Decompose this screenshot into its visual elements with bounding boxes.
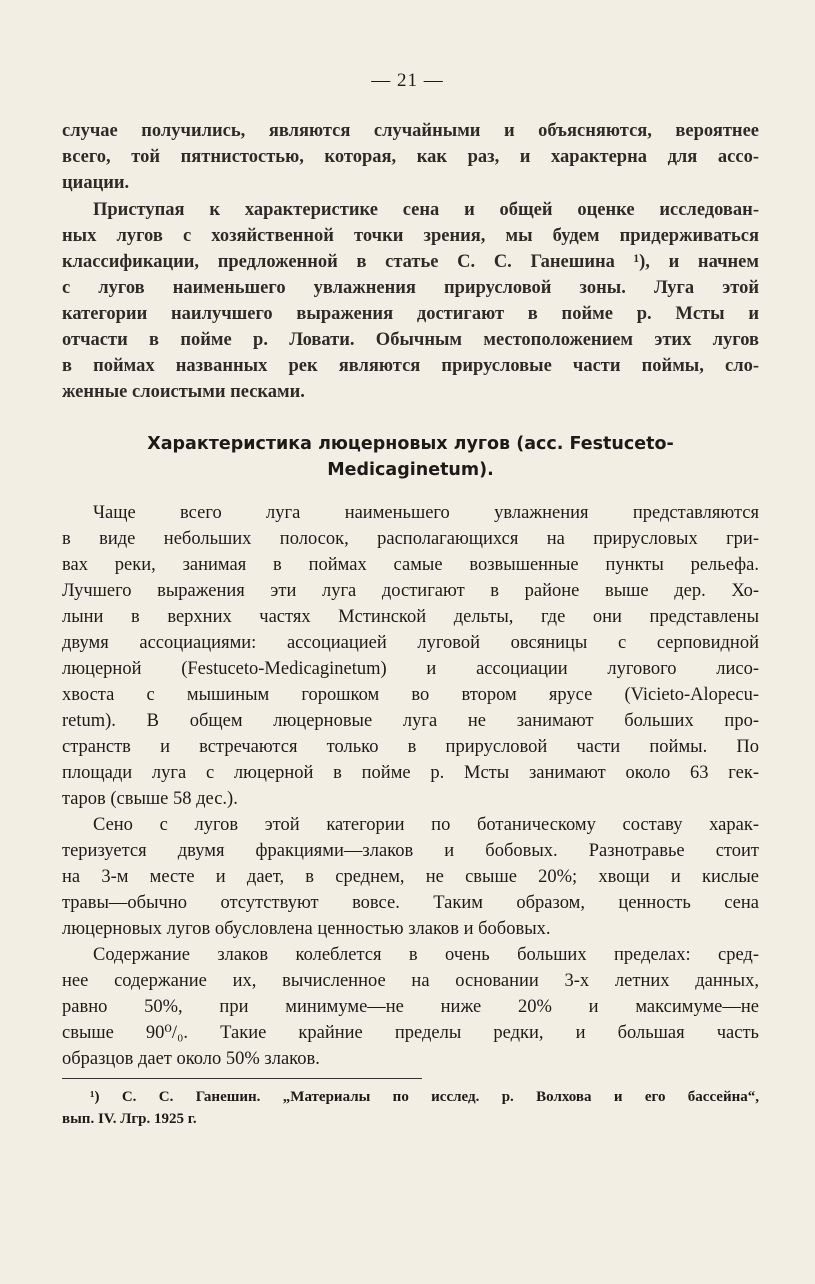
- text-line: нее содержание их, вычисленное на основании 3-х летних данных,: [62, 971, 759, 991]
- footnote-line: ¹) С. С. Ганешин. „Материалы по исслед. р. Волхова и его бассейна“,: [90, 1089, 759, 1105]
- footnote-divider: [62, 1078, 422, 1079]
- text-line: Содержание злаков колеблется в очень больших пределах: сред-: [93, 945, 759, 965]
- text-line: травы—обычно отсутствуют вовсе. Таким образом, ценность сена: [62, 893, 759, 913]
- text-line: категории наилучшего выражения достигают в пойме р. Мсты и: [62, 304, 759, 324]
- text-line: retum). В общем люцерновые луга не занимают больших про-: [62, 711, 759, 731]
- text-line: в поймах названных рек являются прирусловые части поймы, сло-: [62, 356, 759, 376]
- text-line: теризуется двумя фракциями—злаков и бобовых. Разнотравье стоит: [62, 841, 759, 861]
- footnote-line: вып. IV. Лгр. 1925 г.: [62, 1111, 197, 1127]
- text-line: таров (свыше 58 дес.).: [62, 789, 238, 809]
- text-line: хвоста с мышиным горошком во втором ярусе (Vicieto-Alopecu-: [62, 685, 759, 705]
- text-line: на 3-м месте и дает, в среднем, не свыше 20%; хвощи и кислые: [62, 867, 759, 887]
- text-line: лыни в верхних частях Мстинской дельты, где они представлены: [62, 607, 759, 627]
- section-heading: Medicaginetum).: [327, 460, 494, 480]
- text-line: Чаще всего луга наименьшего увлажнения представляются: [93, 503, 759, 523]
- text-line: ных лугов с хозяйственной точки зрения, мы будем придерживаться: [62, 226, 759, 246]
- text-line: женные слоистыми песками.: [62, 382, 305, 402]
- text-line: отчасти в пойме р. Ловати. Обычным местоположением этих лугов: [62, 330, 759, 350]
- text-line: вах реки, занимая в поймах самые возвышенные пункты рельефа.: [62, 555, 759, 575]
- text-line: странств и встречаются только в прирусловой части поймы. По: [62, 737, 759, 757]
- text-line: Лучшего выражения эти луга достигают в районе выше дер. Хо-: [62, 581, 759, 601]
- text-line: люцерной (Festuceto-Medicaginetum) и ассоциации лугового лисо-: [62, 659, 759, 679]
- section-heading: Характеристика люцерновых лугов (асс. Festuceto-: [147, 434, 674, 454]
- text-line: площади луга с люцерной в пойме р. Мсты занимают около 63 гек-: [62, 763, 759, 783]
- text-line: свыше 90⁰/₀. Такие крайние пределы редки, и большая часть: [62, 1023, 759, 1043]
- text-line: двумя ассоциациями: ассоциацией луговой овсяницы с серповидной: [62, 633, 759, 653]
- text-line: люцерновых лугов обусловлена ценностью злаков и бобовых.: [62, 919, 551, 939]
- text-line: классификации, предложенной в статье С. С. Ганешина ¹), и начнем: [62, 252, 759, 272]
- page-number: — 21 —: [371, 70, 444, 91]
- text-line: циации.: [62, 173, 130, 193]
- text-line: всего, той пятнистостью, которая, как раз, и характерна для ассо-: [62, 147, 759, 167]
- text-line: случае получились, являются случайными и объясняются, вероятнее: [62, 121, 759, 141]
- text-line: Сено с лугов этой категории по ботаническому составу харак-: [93, 815, 759, 835]
- text-line: в виде небольших полосок, располагающихся на прирусловых гри-: [62, 529, 759, 549]
- text-line: Приступая к характеристике сена и общей оценке исследован-: [93, 200, 759, 220]
- text-line: с лугов наименьшего увлажнения прирусловой зоны. Луга этой: [62, 278, 759, 298]
- text-line: равно 50%, при минимуме—не ниже 20% и максимуме—не: [62, 997, 759, 1017]
- text-line: образцов дает около 50% злаков.: [62, 1049, 320, 1069]
